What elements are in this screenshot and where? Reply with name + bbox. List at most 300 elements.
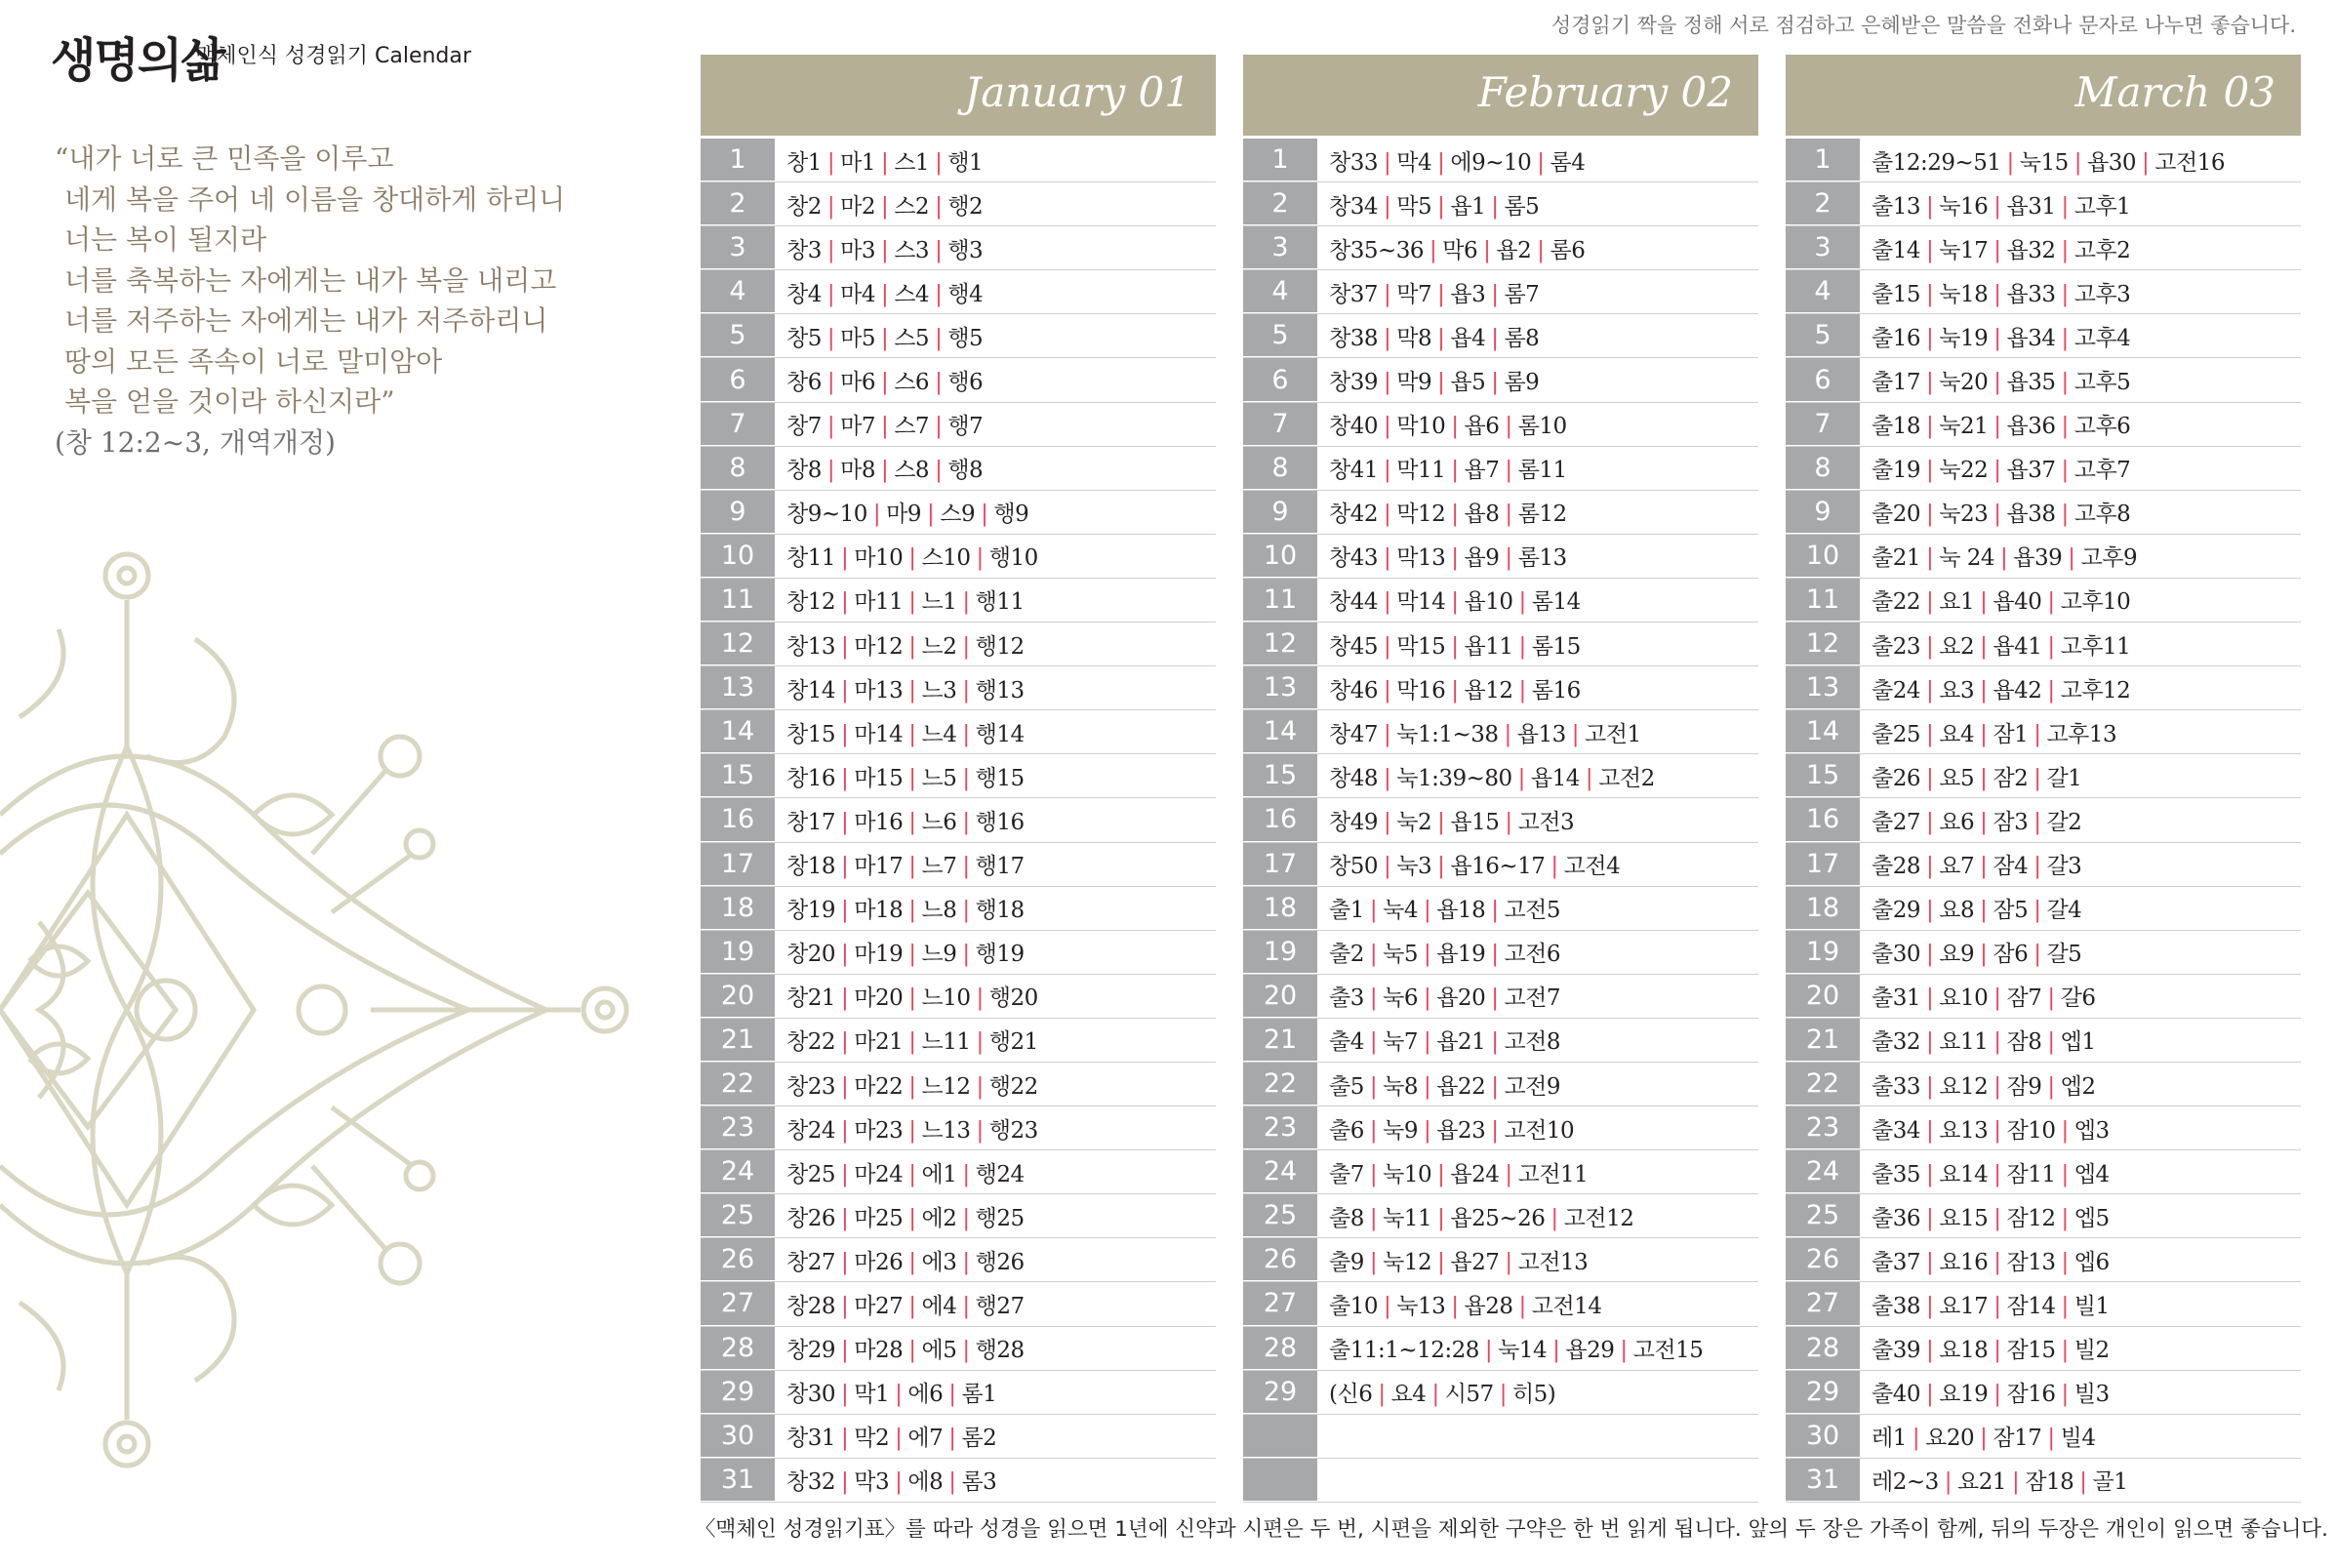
passage: 롬7 — [1504, 281, 1540, 307]
passage: 행22 — [988, 1073, 1038, 1100]
passage: 갈5 — [2046, 942, 2082, 968]
separator-divider: | — [1451, 458, 1459, 484]
passage: 욥19 — [1436, 942, 1486, 968]
reading-passages — [1860, 848, 2081, 880]
passage: 창46 — [1329, 677, 1378, 704]
separator-divider: | — [2073, 149, 2082, 176]
passage: 창40 — [1329, 414, 1378, 440]
passage: 느11 — [921, 1029, 971, 1056]
passage: 욥3 — [1450, 281, 1486, 307]
separator-divider: | — [962, 942, 970, 968]
passage: 출22 — [1872, 589, 1920, 616]
separator-divider: | — [1518, 1293, 1526, 1319]
separator-divider: | — [841, 545, 849, 572]
passage: 행15 — [975, 765, 1025, 791]
passage: 눅7 — [1383, 1029, 1418, 1056]
day-number: 15 — [1243, 754, 1317, 797]
separator-divider: | — [1993, 325, 2001, 351]
passage: 롬5 — [1504, 193, 1540, 220]
separator-divider: | — [1926, 1382, 1934, 1408]
passage: 막12 — [1396, 502, 1446, 528]
separator-divider: | — [1431, 1382, 1439, 1408]
separator-divider: | — [935, 149, 943, 176]
reading-passages — [1860, 452, 2130, 484]
reading-row — [701, 1238, 1216, 1282]
day-number: 23 — [701, 1106, 775, 1149]
separator-divider: | — [1491, 1073, 1499, 1100]
passage: 욥29 — [1565, 1338, 1615, 1364]
passage: 고전8 — [1504, 1029, 1561, 1056]
passage: 막1 — [854, 1382, 890, 1408]
passage: 행7 — [947, 414, 984, 440]
passage: 욥35 — [2006, 370, 2056, 396]
passage: 엡3 — [2073, 1117, 2110, 1144]
passage: 창17 — [786, 809, 835, 835]
passage: 고전12 — [1563, 1205, 1634, 1231]
reading-passages — [775, 936, 1025, 968]
reading-row — [1786, 1194, 2301, 1238]
separator-divider: | — [1423, 898, 1431, 924]
passage: 욥36 — [2006, 414, 2056, 440]
reading-passages — [1317, 232, 1585, 264]
day-number: 11 — [1243, 579, 1317, 622]
separator-divider: | — [962, 1205, 970, 1231]
passage: 창31 — [786, 1426, 835, 1452]
separator-divider: | — [962, 765, 970, 791]
passage: 롬11 — [1517, 458, 1567, 484]
reading-passages — [775, 1024, 1038, 1056]
separator-divider: | — [1993, 281, 2001, 307]
reading-passages — [1860, 364, 2130, 396]
reading-passages — [775, 320, 983, 352]
separator-divider: | — [1926, 370, 1934, 396]
passage: 욥32 — [2006, 237, 2056, 263]
separator-divider: | — [1993, 1249, 2001, 1275]
reading-row — [1786, 1459, 2301, 1503]
separator-divider: | — [2079, 1469, 2087, 1496]
separator-divider: | — [841, 1205, 849, 1231]
passage: 출17 — [1872, 370, 1920, 396]
separator-divider: | — [2061, 370, 2069, 396]
reading-passages — [1317, 848, 1620, 880]
separator-divider: | — [935, 370, 943, 396]
reading-row — [1243, 226, 1758, 270]
passage: 욥16~17 — [1450, 854, 1546, 880]
reading-row — [701, 666, 1216, 710]
reading-passages — [1860, 1024, 2095, 1056]
separator-divider: | — [1993, 1293, 2001, 1319]
reading-row — [701, 1019, 1216, 1063]
reading-row — [1243, 1194, 1758, 1238]
day-number: 11 — [1786, 579, 1860, 622]
passage: 고전10 — [1504, 1117, 1575, 1144]
passage: 행8 — [947, 458, 984, 484]
passage: 창20 — [786, 942, 835, 968]
reading-row — [701, 798, 1216, 842]
reading-passages — [1317, 1068, 1560, 1101]
reading-passages — [775, 848, 1025, 880]
day-number: 15 — [701, 754, 775, 797]
passage: 욥28 — [1464, 1293, 1513, 1319]
passage: 창41 — [1329, 458, 1378, 484]
passage: 출36 — [1872, 1205, 1920, 1231]
passage: 스7 — [894, 414, 930, 440]
separator-divider: | — [2142, 149, 2150, 176]
separator-divider: | — [1491, 370, 1499, 396]
reading-row — [1243, 270, 1758, 314]
separator-divider: | — [1384, 765, 1391, 791]
reading-row — [701, 754, 1216, 798]
separator-divider: | — [2061, 502, 2069, 528]
reading-passages — [775, 364, 983, 396]
day-number: 20 — [701, 975, 775, 1018]
reading-row — [701, 1063, 1216, 1106]
separator-divider: | — [1926, 1249, 1934, 1275]
passage: 스1 — [894, 149, 930, 176]
separator-divider: | — [1491, 325, 1499, 351]
passage: 창43 — [1329, 545, 1378, 572]
separator-divider: | — [935, 458, 943, 484]
passage: 고전2 — [1598, 765, 1655, 791]
passage: 롬14 — [1531, 589, 1581, 616]
day-number: 16 — [701, 798, 775, 841]
day-number: 9 — [1786, 491, 1860, 534]
passage: 빌3 — [2073, 1382, 2110, 1408]
passage: 욥24 — [1450, 1161, 1500, 1187]
reading-passages — [1317, 364, 1539, 396]
separator-divider: | — [1437, 809, 1445, 835]
passage: 출19 — [1872, 458, 1920, 484]
passage: 잠13 — [2006, 1249, 2056, 1275]
separator-divider: | — [908, 1073, 916, 1100]
separator-divider: | — [1993, 1161, 2001, 1187]
separator-divider: | — [1926, 458, 1934, 484]
passage: 욥15 — [1450, 809, 1500, 835]
reading-passages — [1317, 276, 1539, 308]
separator-divider: | — [841, 589, 849, 616]
passage: 행14 — [975, 721, 1025, 747]
separator-divider: | — [1926, 1073, 1934, 1100]
passage: 롬13 — [1517, 545, 1567, 572]
day-number: 18 — [1243, 887, 1317, 930]
separator-divider: | — [935, 193, 943, 220]
passage: 창45 — [1329, 633, 1378, 660]
reading-row — [701, 535, 1216, 579]
day-number: 17 — [701, 843, 775, 886]
day-number: 31 — [1786, 1459, 1860, 1502]
passage: 롬9 — [1504, 370, 1540, 396]
passage: 고후10 — [2060, 589, 2131, 616]
passage: 요8 — [1939, 898, 1975, 924]
verse-citation: (창 12:2~3, 개역개정) — [55, 425, 336, 459]
passage: 잠11 — [2006, 1161, 2056, 1187]
reading-row — [1243, 535, 1758, 579]
separator-divider: | — [826, 281, 835, 307]
separator-divider: | — [1926, 589, 1934, 616]
passage: 창23 — [786, 1073, 835, 1100]
passage: 창2 — [786, 193, 822, 220]
separator-divider: | — [2068, 545, 2075, 572]
reading-row — [1786, 1415, 2301, 1459]
reading-passages — [775, 276, 983, 308]
day-number: 20 — [1786, 975, 1860, 1018]
passage: 엡2 — [2060, 1073, 2096, 1100]
separator-divider: | — [908, 1293, 916, 1319]
passage: 잠3 — [1993, 809, 2029, 835]
reading-passages — [1860, 804, 2081, 836]
passage: 엡1 — [2060, 1029, 2096, 1056]
separator-divider: | — [962, 1338, 970, 1364]
separator-divider: | — [1980, 589, 1988, 616]
passage: 창12 — [786, 589, 835, 616]
day-number: 22 — [1786, 1063, 1860, 1106]
separator-divider: | — [2033, 721, 2041, 747]
separator-divider: | — [826, 458, 835, 484]
reading-passages — [1860, 276, 2130, 308]
reading-row — [701, 843, 1216, 887]
passage: 느3 — [921, 677, 957, 704]
day-number: 28 — [701, 1327, 775, 1370]
reading-passages — [1860, 672, 2130, 704]
separator-divider: | — [826, 237, 835, 263]
reading-row — [1786, 666, 2301, 710]
passage: 스2 — [894, 193, 930, 220]
passage: 창14 — [786, 677, 835, 704]
reading-row — [1243, 1459, 1758, 1503]
reading-row — [1243, 447, 1758, 491]
passage: 갈3 — [2046, 854, 2082, 880]
day-number: 13 — [701, 666, 775, 709]
reading-row — [1786, 1106, 2301, 1150]
separator-divider: | — [1926, 1029, 1934, 1056]
passage: 요5 — [1939, 765, 1975, 791]
reading-passages — [1860, 408, 2130, 440]
passage: 창6 — [786, 370, 822, 396]
passage: 욥37 — [2006, 458, 2056, 484]
separator-divider: | — [1518, 589, 1526, 616]
passage: 막11 — [1396, 458, 1446, 484]
separator-divider: | — [1491, 281, 1499, 307]
passage: 행23 — [988, 1117, 1038, 1144]
reading-passages — [775, 1464, 996, 1496]
passage: 고후9 — [2080, 545, 2138, 572]
passage: 잠14 — [2006, 1293, 2056, 1319]
separator-divider: | — [2047, 633, 2055, 660]
separator-divider: | — [2061, 1293, 2069, 1319]
passage: 눅3 — [1396, 854, 1432, 880]
day-number: 31 — [701, 1459, 775, 1502]
passage: 창35~36 — [1329, 237, 1425, 263]
reading-row — [701, 975, 1216, 1019]
day-number: 4 — [701, 270, 775, 313]
reading-row — [1786, 710, 2301, 754]
passage: 느2 — [921, 633, 957, 660]
passage: 마14 — [854, 721, 904, 747]
separator-divider: | — [1423, 1117, 1431, 1144]
reading-row — [1243, 139, 1758, 182]
separator-divider: | — [1926, 502, 1934, 528]
passage: 갈1 — [2046, 765, 2082, 791]
day-number: 29 — [1786, 1371, 1860, 1414]
passage: 눅11 — [1383, 1205, 1432, 1231]
reading-passages — [775, 1068, 1038, 1101]
passage: 마25 — [854, 1205, 904, 1231]
day-number: 2 — [701, 182, 775, 225]
passage: 고전5 — [1504, 898, 1561, 924]
day-number: 1 — [1243, 139, 1317, 181]
passage: 요19 — [1939, 1382, 1989, 1408]
passage: 출38 — [1872, 1293, 1920, 1319]
reading-row — [701, 710, 1216, 754]
passage: 마9 — [886, 502, 921, 528]
separator-divider: | — [1993, 1073, 2001, 1100]
day-number: 20 — [1243, 975, 1317, 1018]
reading-row — [701, 447, 1216, 491]
passage: 잠7 — [2006, 985, 2042, 1012]
passage: 눅2 — [1396, 809, 1432, 835]
separator-divider: | — [935, 325, 943, 351]
separator-divider: | — [1505, 502, 1512, 528]
separator-divider: | — [1384, 502, 1391, 528]
passage: 출34 — [1872, 1117, 1920, 1144]
passage: 스8 — [894, 458, 930, 484]
separator-divider: | — [841, 1338, 849, 1364]
separator-divider: | — [1926, 1338, 1934, 1364]
passage: 창42 — [1329, 502, 1378, 528]
separator-divider: | — [1926, 898, 1934, 924]
separator-divider: | — [1993, 237, 2001, 263]
separator-divider: | — [826, 193, 835, 220]
reading-passages — [1317, 540, 1567, 572]
passage: 행19 — [975, 942, 1025, 968]
reading-passages — [775, 496, 1028, 528]
separator-divider: | — [1451, 677, 1459, 704]
reading-passages — [1317, 408, 1567, 440]
passage: 롬6 — [1550, 237, 1586, 263]
passage: 요14 — [1939, 1161, 1989, 1187]
separator-divider: | — [981, 502, 988, 528]
passage: 마20 — [854, 985, 904, 1012]
passage: 잠18 — [2025, 1469, 2074, 1496]
passage: 출11:1~12:28 — [1329, 1338, 1479, 1364]
passage: 엡6 — [2073, 1249, 2110, 1275]
separator-divider: | — [1926, 193, 1934, 220]
passage: 막15 — [1396, 633, 1446, 660]
separator-divider: | — [962, 809, 970, 835]
passage: 느8 — [921, 898, 957, 924]
separator-divider: | — [927, 502, 935, 528]
reading-row — [1786, 358, 2301, 402]
day-number: 8 — [701, 447, 775, 490]
separator-divider: | — [880, 458, 889, 484]
separator-divider: | — [2061, 1249, 2069, 1275]
day-number: 26 — [1786, 1238, 1860, 1281]
passage: 욥23 — [1436, 1117, 1486, 1144]
separator-divider: | — [1926, 809, 1934, 835]
separator-divider: | — [1993, 370, 2001, 396]
passage: 행27 — [975, 1293, 1025, 1319]
separator-divider: | — [1537, 237, 1545, 263]
reading-row — [1243, 358, 1758, 402]
passage: 요1 — [1939, 589, 1975, 616]
separator-divider: | — [908, 985, 916, 1012]
passage: 막8 — [1396, 325, 1432, 351]
reading-row — [1243, 975, 1758, 1019]
reading-row — [1243, 579, 1758, 623]
passage: 출16 — [1872, 325, 1920, 351]
separator-divider: | — [1585, 765, 1593, 791]
separator-divider: | — [841, 765, 849, 791]
passage: 잠12 — [2006, 1205, 2056, 1231]
separator-divider: | — [1484, 1338, 1493, 1364]
separator-divider: | — [1491, 1117, 1499, 1144]
passage: 출29 — [1872, 898, 1920, 924]
passage: 마22 — [854, 1073, 904, 1100]
day-number: 26 — [701, 1238, 775, 1281]
passage: 마17 — [854, 854, 904, 880]
separator-divider: | — [826, 149, 835, 176]
reading-row — [1243, 1019, 1758, 1063]
passage: 에1 — [921, 1161, 957, 1187]
separator-divider: | — [1384, 809, 1391, 835]
separator-divider: | — [948, 1426, 956, 1452]
passage: 요7 — [1939, 854, 1975, 880]
separator-divider: | — [841, 1073, 849, 1100]
passage: 스9 — [940, 502, 976, 528]
separator-divider: | — [895, 1469, 903, 1496]
passage: (신6 — [1329, 1382, 1373, 1408]
passage: 눅14 — [1498, 1338, 1548, 1364]
reading-passages — [1860, 583, 2130, 616]
passage: 마26 — [854, 1249, 904, 1275]
day-number — [1243, 1415, 1317, 1458]
separator-divider: | — [1369, 1249, 1378, 1275]
separator-divider: | — [1491, 985, 1499, 1012]
passage: 엡5 — [2073, 1205, 2110, 1231]
reading-row — [1243, 1371, 1758, 1415]
reading-passages — [1860, 188, 2130, 221]
passage: 창29 — [786, 1338, 835, 1364]
passage: 느4 — [921, 721, 957, 747]
passage: 창37 — [1329, 281, 1378, 307]
separator-divider: | — [1437, 854, 1445, 880]
reading-passages — [1317, 716, 1641, 748]
passage: 출24 — [1872, 677, 1920, 704]
day-number: 26 — [1243, 1238, 1317, 1281]
passage: 출32 — [1872, 1029, 1920, 1056]
separator-divider: | — [1552, 1338, 1560, 1364]
reading-passages — [775, 452, 983, 484]
separator-divider: | — [962, 898, 970, 924]
separator-divider: | — [1423, 1029, 1431, 1056]
passage: 창32 — [786, 1469, 835, 1496]
separator-divider: | — [1384, 589, 1391, 616]
passage: 창33 — [1329, 149, 1378, 176]
passage: 마7 — [840, 414, 875, 440]
separator-divider: | — [1504, 721, 1511, 747]
separator-divider: | — [908, 1249, 916, 1275]
passage: 요17 — [1939, 1293, 1989, 1319]
separator-divider: | — [880, 149, 889, 176]
day-number: 17 — [1243, 843, 1317, 886]
month-title: January 01 — [964, 68, 1190, 116]
passage: 창50 — [1329, 854, 1378, 880]
separator-divider: | — [1980, 633, 1988, 660]
reading-passages — [775, 408, 983, 440]
separator-divider: | — [1505, 809, 1512, 835]
separator-divider: | — [841, 721, 849, 747]
separator-divider: | — [1926, 765, 1934, 791]
